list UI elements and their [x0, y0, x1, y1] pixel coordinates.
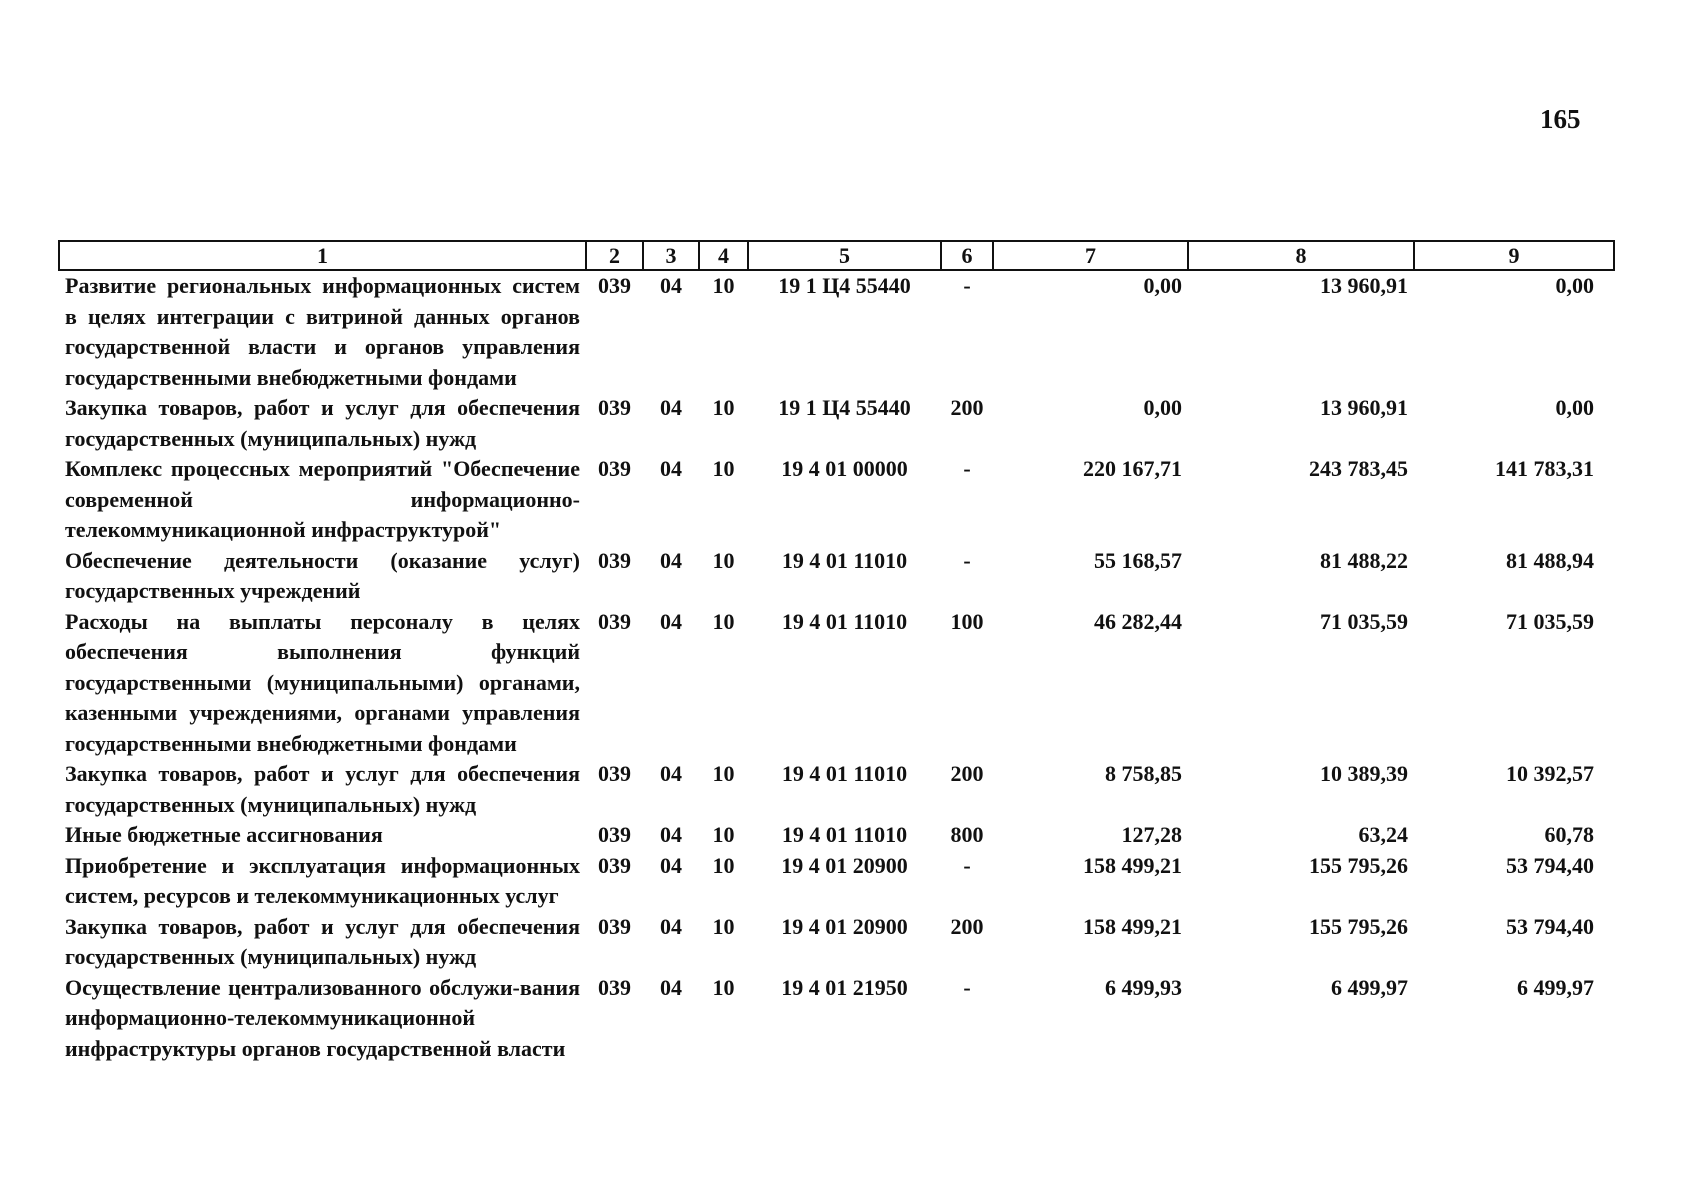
row-name-cell: Закупка товаров, работ и услуг для обеспечения государственных (муниципальных) нужд: [65, 761, 580, 817]
row-section-cell: 04: [660, 822, 682, 847]
table-header-row: [59, 241, 1614, 270]
row-expense-type-cell: 100: [950, 608, 984, 634]
row-section-cell: 04: [660, 456, 682, 481]
table-row: [59, 393, 1614, 454]
column-header: 3: [643, 241, 699, 270]
row-section-cell: 04: [660, 608, 682, 634]
table-row: [59, 820, 1614, 851]
row-sum-col8-cell: 10 389,39: [1320, 761, 1408, 786]
row-sum-col8-cell: 13 960,91: [1320, 273, 1408, 298]
row-sum-col7-cell: 0,00: [1143, 273, 1182, 298]
row-name-cell: Закупка товаров, работ и услуг для обеспечения государственных (муниципальных) нужд: [65, 913, 580, 969]
row-target-article-cell: 19 4 01 11010: [781, 822, 908, 847]
row-subsection-cell: 10: [712, 822, 735, 847]
row-sum-col8-cell: 13 960,91: [1320, 395, 1408, 420]
row-sum-col7-cell: 6 499,93: [1105, 974, 1182, 1000]
row-sum-col7-cell: 55 168,57: [1094, 547, 1182, 573]
row-sum-col7-cell: 127,28: [1121, 822, 1182, 847]
row-target-article-cell: 19 1 Ц4 55440: [778, 395, 911, 420]
row-code-cell: 039: [598, 547, 631, 573]
column-header: 8: [1188, 241, 1414, 270]
row-sum-col7-cell: 158 499,21: [1083, 852, 1182, 878]
row-sum-col9-cell: 53 794,40: [1506, 913, 1594, 939]
row-expense-type-cell: -: [963, 852, 971, 878]
column-header: 5: [748, 241, 941, 270]
table-row: [59, 607, 1614, 760]
row-name-cell: Закупка товаров, работ и услуг для обеспечения государственных (муниципальных) нужд: [65, 395, 580, 451]
table-row: [59, 546, 1614, 607]
table-row: [59, 851, 1614, 912]
row-sum-col9-cell: 71 035,59: [1506, 608, 1594, 634]
row-code-cell: 039: [598, 761, 631, 786]
row-section-cell: 04: [660, 761, 682, 786]
row-subsection-cell: 10: [712, 974, 735, 1000]
column-header: 1: [59, 241, 586, 270]
row-target-article-cell: 19 4 01 11010: [781, 547, 908, 573]
row-name-cell: Обеспечение деятельности (оказание услуг) государственных учреждений: [65, 547, 580, 603]
row-sum-col9-cell: 141 783,31: [1495, 456, 1594, 481]
column-header: 4: [699, 241, 748, 270]
row-subsection-cell: 10: [712, 761, 735, 786]
row-sum-col9-cell: 81 488,94: [1506, 547, 1594, 573]
row-subsection-cell: 10: [712, 547, 735, 573]
row-sum-col7-cell: 158 499,21: [1083, 913, 1182, 939]
table-row: [59, 454, 1614, 546]
row-target-article-cell: 19 4 01 21950: [781, 974, 908, 1000]
row-target-article-cell: 19 1 Ц4 55440: [778, 273, 911, 298]
column-header: 2: [586, 241, 643, 270]
column-header: 7: [993, 241, 1188, 270]
row-sum-col9-cell: 6 499,97: [1517, 974, 1594, 1000]
row-expense-type-cell: -: [963, 456, 971, 481]
row-name-cell: Развитие региональных информационных систем в целях интеграции с витриной данных органов государственной власти и органов управления государственными внебюджетными фондами: [65, 273, 580, 390]
row-subsection-cell: 10: [712, 456, 735, 481]
row-sum-col8-cell: 71 035,59: [1320, 608, 1408, 634]
column-header: 9: [1414, 241, 1614, 270]
row-name-cell: Иные бюджетные ассигнования: [65, 822, 383, 847]
row-code-cell: 039: [598, 608, 631, 634]
row-expense-type-cell: 200: [950, 913, 984, 939]
row-target-article-cell: 19 4 01 11010: [781, 761, 908, 786]
row-section-cell: 04: [660, 852, 682, 878]
row-sum-col7-cell: 0,00: [1143, 395, 1182, 420]
row-section-cell: 04: [660, 547, 682, 573]
row-sum-col8-cell: 81 488,22: [1320, 547, 1408, 573]
row-section-cell: 04: [660, 395, 682, 420]
row-target-article-cell: 19 4 01 11010: [781, 608, 908, 634]
row-sum-col7-cell: 220 167,71: [1083, 456, 1182, 481]
row-name-cell: Приобретение и эксплуатация информационных систем, ресурсов и телекоммуникационных услуг: [65, 852, 580, 908]
row-sum-col8-cell: 63,24: [1358, 822, 1408, 847]
row-section-cell: 04: [660, 273, 682, 298]
row-expense-type-cell: 800: [950, 822, 984, 847]
row-code-cell: 039: [598, 273, 631, 298]
row-code-cell: 039: [598, 852, 631, 878]
row-expense-type-cell: 200: [950, 761, 984, 786]
row-code-cell: 039: [598, 822, 631, 847]
row-sum-col9-cell: 60,78: [1544, 822, 1594, 847]
row-target-article-cell: 19 4 01 20900: [781, 852, 908, 878]
row-name-cell: Комплекс процессных мероприятий "Обеспечение современной информационно-телекоммуникационной инфраструктурой": [65, 456, 580, 542]
row-subsection-cell: 10: [712, 913, 735, 939]
row-subsection-cell: 10: [712, 608, 735, 634]
row-expense-type-cell: -: [963, 273, 971, 298]
table-row: [59, 759, 1614, 820]
row-name-cell: Осуществление централизованного обслужи-вания информационно-телекоммуникационной инфраструктуры органов государственной власти: [65, 974, 580, 1061]
row-subsection-cell: 10: [712, 273, 735, 298]
row-subsection-cell: 10: [712, 852, 735, 878]
page-number: 165: [1540, 104, 1581, 134]
row-expense-type-cell: -: [963, 974, 971, 1000]
table-row: [59, 270, 1614, 393]
row-sum-col8-cell: 155 795,26: [1309, 913, 1408, 939]
row-sum-col9-cell: 53 794,40: [1506, 852, 1594, 878]
row-expense-type-cell: 200: [950, 395, 984, 420]
row-code-cell: 039: [598, 395, 631, 420]
row-sum-col9-cell: 10 392,57: [1506, 761, 1594, 786]
budget-table: [58, 240, 1615, 1064]
row-code-cell: 039: [598, 913, 631, 939]
row-code-cell: 039: [598, 456, 631, 481]
row-sum-col9-cell: 0,00: [1555, 273, 1594, 298]
row-expense-type-cell: -: [963, 547, 971, 573]
row-subsection-cell: 10: [712, 395, 735, 420]
row-section-cell: 04: [660, 913, 682, 939]
table-row: [59, 912, 1614, 973]
row-sum-col8-cell: 155 795,26: [1309, 852, 1408, 878]
row-sum-col8-cell: 6 499,97: [1331, 974, 1408, 1000]
row-target-article-cell: 19 4 01 20900: [781, 913, 908, 939]
column-header: 6: [941, 241, 993, 270]
row-sum-col7-cell: 8 758,85: [1105, 761, 1182, 786]
row-code-cell: 039: [598, 974, 631, 1000]
row-name-cell: Расходы на выплаты персоналу в целях обеспечения выполнения функций государственными (муниципальными) органами, казенными учреждениями, органами управления государственными внебюджетными фондами: [65, 608, 580, 756]
row-sum-col7-cell: 46 282,44: [1094, 608, 1182, 634]
row-sum-col9-cell: 0,00: [1555, 395, 1594, 420]
row-target-article-cell: 19 4 01 00000: [781, 456, 908, 481]
row-section-cell: 04: [660, 974, 682, 1000]
row-sum-col8-cell: 243 783,45: [1309, 456, 1408, 481]
table-row: [59, 973, 1614, 1065]
